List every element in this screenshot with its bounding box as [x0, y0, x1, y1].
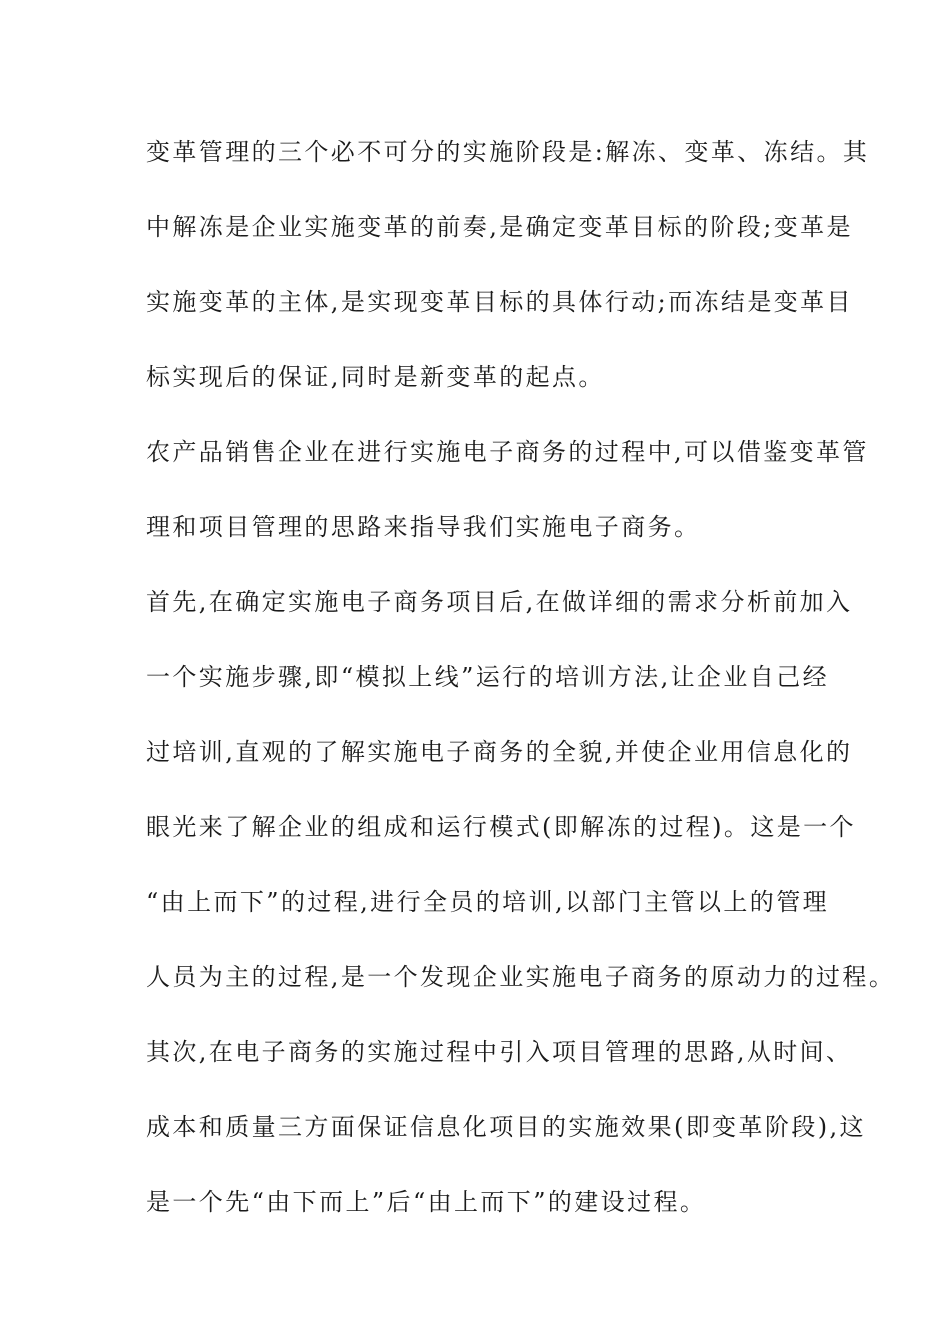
text-line: 眼光来了解企业的组成和运行模式(即解冻的过程)。这是一个 [146, 813, 856, 841]
text-line: 其次,在电子商务的实施过程中引入项目管理的思路,从时间、 [146, 1038, 853, 1066]
text-line: 人员为主的过程,是一个发现企业实施电子商务的原动力的过程。 [146, 963, 896, 991]
text-line: 实施变革的主体,是实现变革目标的具体行动;而冻结是变革目 [146, 288, 853, 316]
text-line: 标实现后的保证,同时是新变革的起点。 [146, 363, 605, 391]
text-line: 中解冻是企业实施变革的前奏,是确定变革目标的阶段;变革是 [146, 213, 853, 241]
text-line: 理和项目管理的思路来指导我们实施电子商务。 [146, 513, 701, 541]
text-line: 过培训,直观的了解实施电子商务的全貌,并使企业用信息化的 [146, 738, 853, 766]
text-line: 成本和质量三方面保证信息化项目的实施效果(即变革阶段),这 [146, 1113, 866, 1141]
text-line: 首先,在确定实施电子商务项目后,在做详细的需求分析前加入 [146, 588, 853, 616]
text-line: 农产品销售企业在进行实施电子商务的过程中,可以借鉴变革管 [146, 438, 869, 466]
text-line: 一个实施步骤,即“模拟上线”运行的培训方法,让企业自己经 [146, 663, 829, 691]
text-line: “由上而下”的过程,进行全员的培训,以部门主管以上的管理 [146, 888, 829, 916]
text-line: 变革管理的三个必不可分的实施阶段是:解冻、变革、冻结。其 [146, 138, 870, 166]
body-text [146, 130, 896, 1255]
text-line: 是一个先“由下而上”后“由上而下”的建设过程。 [146, 1188, 707, 1216]
